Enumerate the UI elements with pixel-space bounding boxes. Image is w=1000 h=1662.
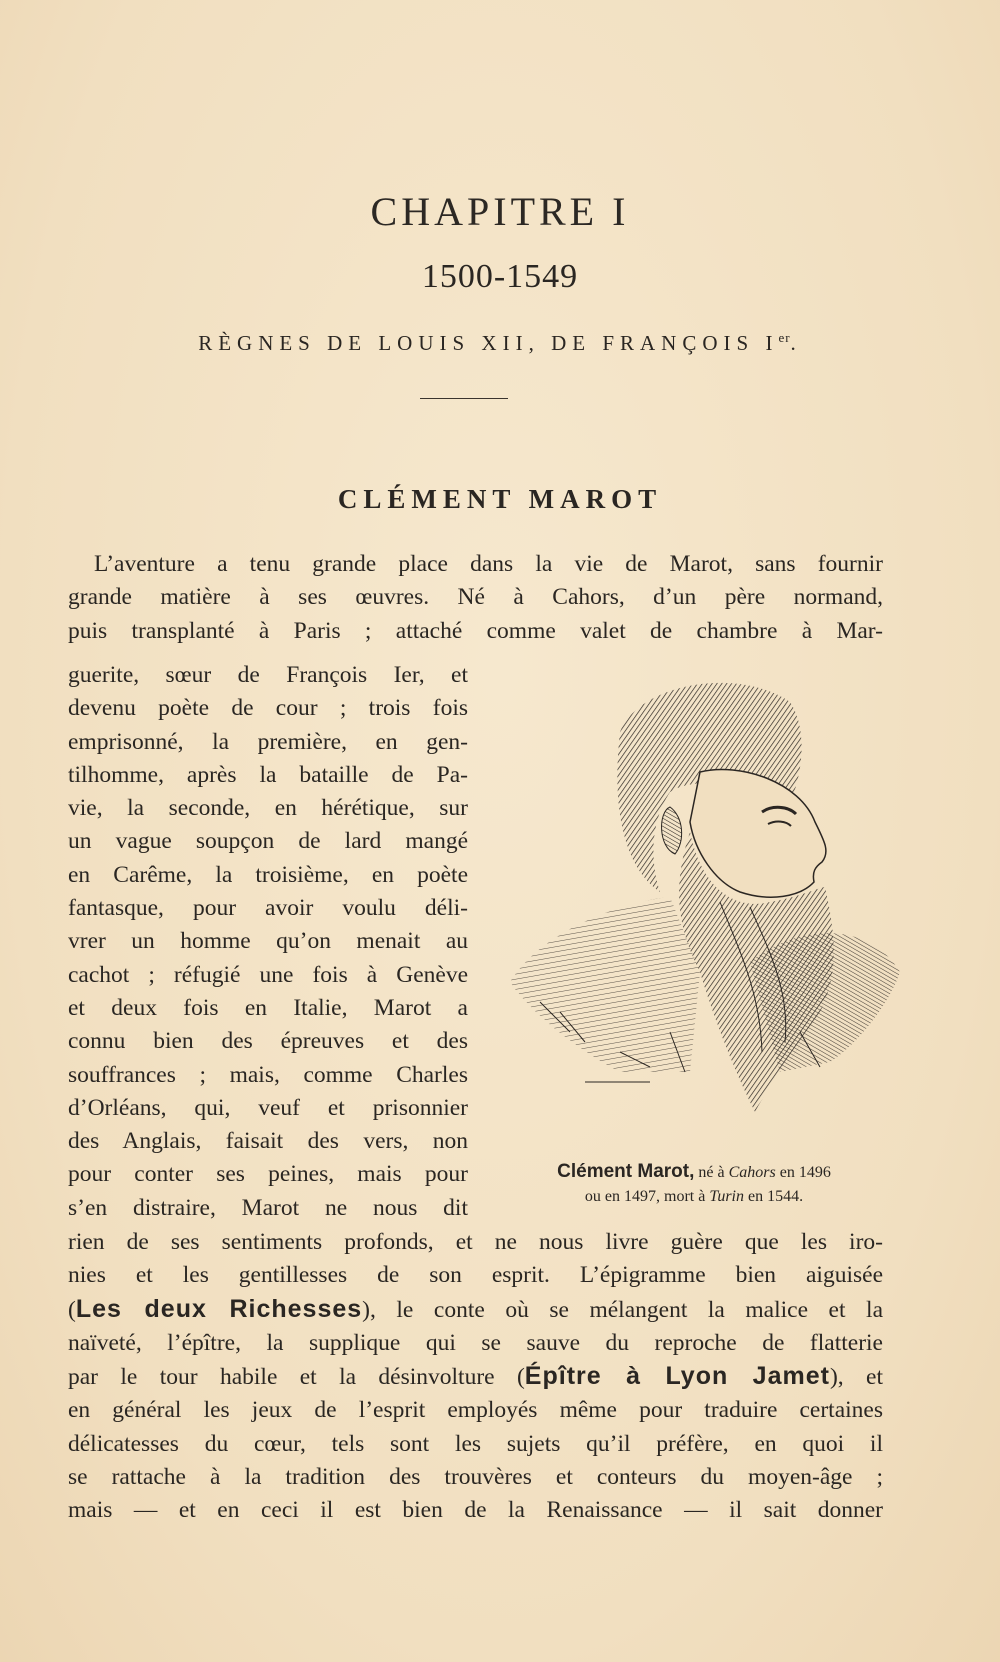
text-line [68,1360,883,1394]
paragraph-top [68,548,883,648]
text-line: connu bien des épreuves et des [68,1028,468,1055]
text-line: délicatesses du cœur, tels sont les sujets qu’il préfère, en quoi il [68,1430,883,1457]
text-line: mais — et en ceci il est bien de la Renaissance — il sait donner [68,1497,883,1524]
caption-death-place: Turin [709,1188,744,1205]
text-line: guerite, sœur de François Ier, et [68,662,468,688]
text-line: et deux fois en Italie, Marot a [68,994,468,1021]
chapter-reigns [0,330,1000,356]
text-line: rien de ses sentiments profonds, et ne nous livre guère que les iro- [68,1229,883,1255]
text-line: nies et les gentillesses de son esprit. L’épigramme bien aiguisée [68,1262,883,1289]
work-title: Épître à Lyon Jamet [524,1362,830,1391]
text-line: souffrances ; mais, comme Charles [68,1061,468,1088]
chapter-divider [420,398,508,399]
caption-born-pre: né à [698,1164,725,1181]
caption-line2-post: en 1544. [748,1188,804,1205]
text-fragment: par le tour habile et la désinvolture ( [68,1364,525,1391]
text-fragment: ), le conte où se mélangent la malice et la [362,1296,884,1323]
engraved-portrait-icon [500,672,910,1146]
text-line: L’aventure a tenu grande place dans la vie de Marot, sans fournir [94,551,883,577]
caption-line-1 [494,1160,894,1185]
text-line: emprisonné, la première, en gen- [68,728,468,755]
text-line: devenu poète de cour ; trois fois [68,695,468,722]
text-line: naïveté, l’épître, la supplique qui se sauve du reproche de flatterie [68,1329,883,1356]
text-line: vie, la seconde, en hérétique, sur [68,795,468,822]
portrait-illustration [500,672,910,1146]
text-fragment: ), et [829,1364,883,1391]
reigns-sup: er [778,330,791,345]
text-line: cachot ; réfugié une fois à Genève [68,961,468,988]
caption-name: Clément Marot, [557,1161,695,1182]
portrait-caption [494,1160,894,1209]
text-line: un vague soupçon de lard mangé [68,828,468,855]
text-line: d’Orléans, qui, veuf et prisonnier [68,1094,468,1121]
text-line: grande matière à ses œuvres. Né à Cahors, d’un père normand, [68,584,883,611]
text-line: en Carême, la troisième, en poète [68,861,468,888]
caption-line2-pre: ou en 1497, mort à [584,1188,706,1205]
text-line: se rattache à la tradition des trouvères et conteurs du moyen-âge ; [68,1464,883,1491]
section-title: CLÉMENT MAROT [337,484,663,514]
text-line: pour conter ses peines, mais pour [68,1161,468,1188]
text-fragment: ( [68,1296,76,1323]
paragraph-bottom [68,1226,883,1528]
reigns-text: RÈGNES DE LOUIS XII, DE FRANÇOIS I [198,331,779,355]
caption-line-2 [494,1185,894,1209]
text-line: vrer un homme qu’on menait au [68,928,468,955]
paragraph-left-column [68,659,468,1225]
text-line: en général les jeux de l’esprit employés même pour traduire certaines [68,1397,883,1424]
text-line: s’en distraire, Marot ne nous dit [68,1194,468,1221]
text-line: des Anglais, faisait des vers, non [68,1128,468,1155]
text-line: tilhomme, après la bataille de Pa- [68,761,468,788]
chapter-title: CHAPITRE I [370,189,630,234]
work-title: Les deux Richesses [75,1294,363,1323]
reigns-end: . [790,331,802,355]
text-line: fantasque, pour avoir voulu déli- [68,895,468,922]
text-line [68,1293,883,1327]
caption-born-place: Cahors [728,1164,776,1181]
caption-born-mid: en 1496 [779,1164,831,1181]
text-line: puis transplanté à Paris ; attaché comme valet de chambre à Mar- [68,617,883,644]
chapter-years: 1500-1549 [421,258,579,295]
